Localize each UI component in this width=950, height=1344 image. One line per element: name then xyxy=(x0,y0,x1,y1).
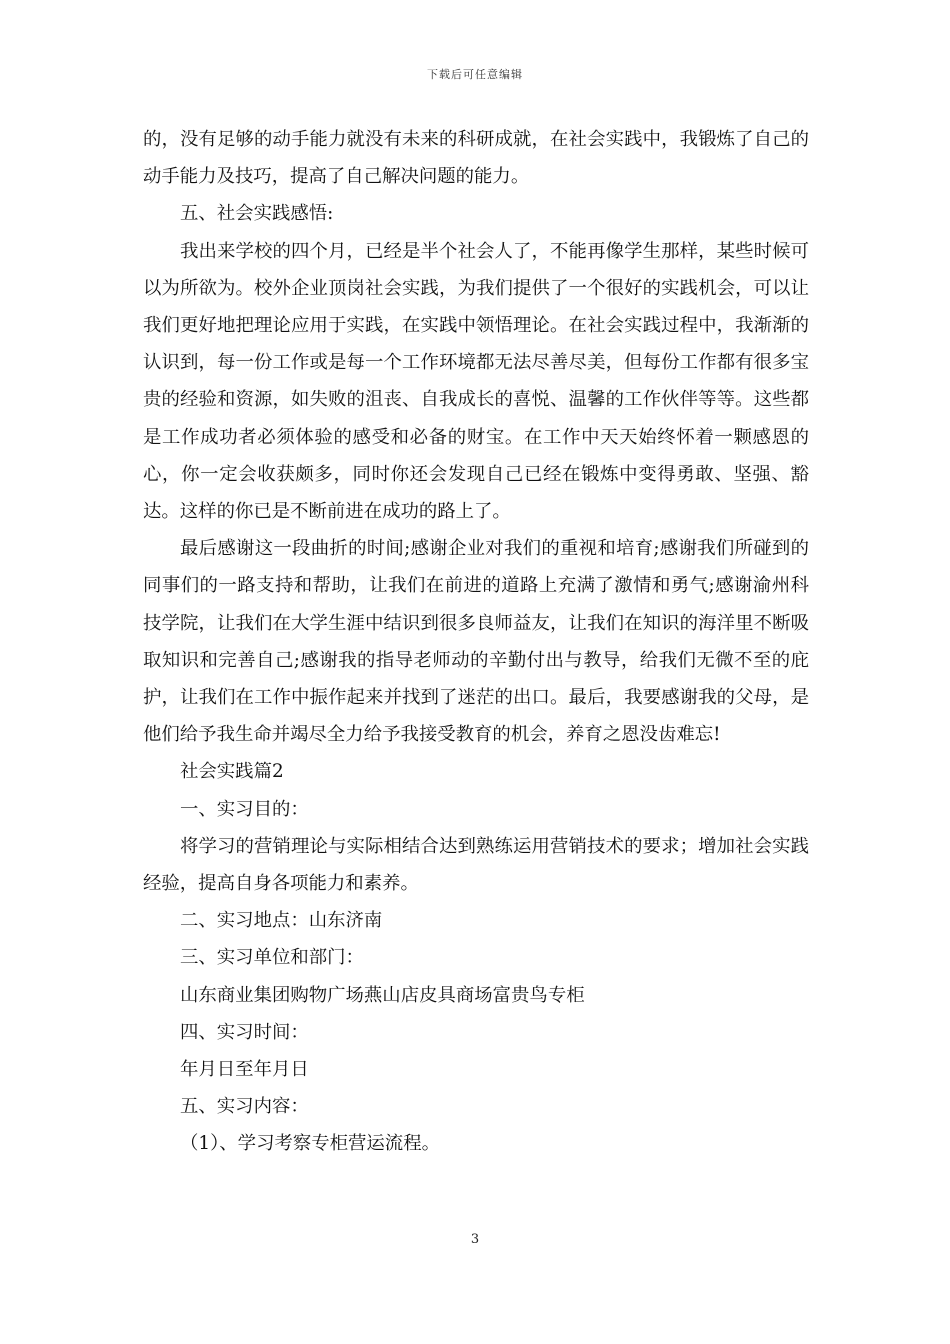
section-heading: 五、社会实践感悟: xyxy=(180,203,334,225)
paragraph: 的，没有足够的动手能力就没有未来的科研成就，在社会实践中，我锻炼了自己的动手能力及技巧，提高了自己解决问题的能力。 xyxy=(143,129,809,188)
section-heading: 二、实习地点：山东济南 xyxy=(180,910,383,932)
section-heading: 三、实习单位和部门： xyxy=(180,947,364,969)
paragraph: 山东商业集团购物广场燕山店皮具商场富贵鸟专柜 xyxy=(180,984,585,1006)
paragraph: 我出来学校的四个月，已经是半个社会人了，不能再像学生那样，某些时候可以为所欲为。校外企业顶岗社会实践，为我们提供了一个很好的实践机会，可以让我们更好地把理论应用于实践，在实践中领悟理论。在社会实践过程中，我渐渐的认识到，每一份工作或是每一个工作环境都无法尽善尽美，但每份工作都有很多宝贵的经验和资源，如失败的沮丧、自我成长的喜悦、温馨的工作伙伴等等。这些都是工作成功者必须体验的感受和必备的财宝。在工作中天天始终怀着一颗感恩的心，你一定会收获颇多，同时你还会发现自己已经在锻炼中变得勇敢、坚强、豁达。这样的你已是不断前进在成功的路上了。 xyxy=(143,240,809,523)
page-number: 3 xyxy=(470,1232,480,1247)
list-item: （1）、学习考察专柜营运流程。 xyxy=(180,1133,440,1155)
document-body xyxy=(143,121,809,1163)
section-heading: 一、实习目的： xyxy=(180,798,309,820)
paragraph: 年月日至年月日 xyxy=(180,1059,309,1081)
page-header: 下载后可任意编辑 xyxy=(427,68,523,81)
paragraph: 将学习的营销理论与实际相结合达到熟练运用营销技术的要求；增加社会实践经验，提高自身各项能力和素养。 xyxy=(143,835,809,895)
paragraph: 最后感谢这一段曲折的时间;感谢企业对我们的重视和培育;感谢我们所碰到的同事们的一路支持和帮助，让我们在前进的道路上充满了激情和勇气;感谢渝州科技学院，让我们在大学生涯中结识到很多良师益友，让我们在知识的海洋里不断吸取知识和完善自己;感谢我的指导老师动的辛勤付出与教导，给我们无微不至的庇护，让我们在工作中振作起来并找到了迷茫的出口。最后，我要感谢我的父母，是他们给予我生命并竭尽全力给予我接受教育的机会，养育之恩没齿难忘! xyxy=(143,538,809,746)
section-title: 社会实践篇2 xyxy=(180,761,284,783)
section-heading: 五、实习内容： xyxy=(180,1096,309,1118)
section-heading: 四、实习时间： xyxy=(180,1021,309,1043)
